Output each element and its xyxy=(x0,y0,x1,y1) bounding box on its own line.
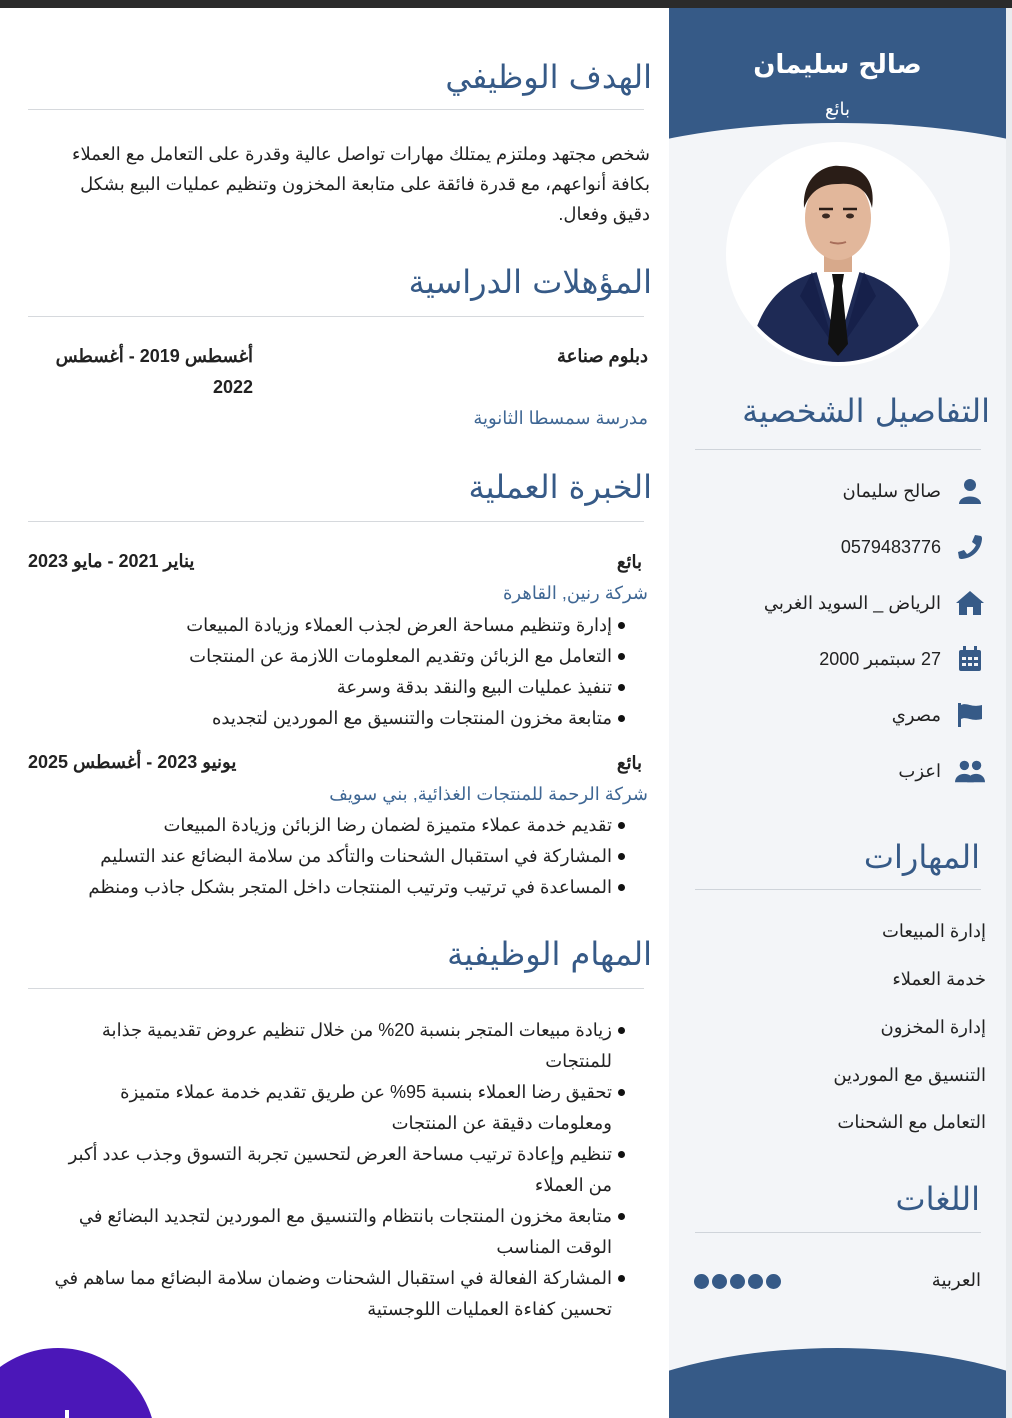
list-item: تحقيق رضا العملاء بنسبة 95% عن طريق تقديم خدمة عملاء متميزة ومعلومات دقيقة عن المنتجات xyxy=(53,1077,648,1139)
level-dot xyxy=(694,1274,709,1289)
level-dot xyxy=(748,1274,763,1289)
detail-text: مصري xyxy=(891,704,941,725)
portrait-illustration xyxy=(730,146,946,362)
list-item: متابعة مخزون المنتجات بانتظام والتنسيق مع الموردين لتجديد البضائع في الوقت المناسب xyxy=(53,1201,648,1263)
detail-address xyxy=(689,588,985,618)
profile-role: بائع xyxy=(824,99,851,120)
detail-birthdate xyxy=(689,644,985,674)
divider xyxy=(695,449,981,450)
skill-item: التنسيق مع الموردين xyxy=(833,1065,986,1085)
detail-text: اعزب xyxy=(898,760,941,781)
list-item: إدارة وتنظيم مساحة العرض لجذب العملاء وزيادة المبيعات xyxy=(48,610,648,641)
divider xyxy=(28,109,644,110)
level-dot xyxy=(766,1274,781,1289)
degree-title: دبلوم صناعة xyxy=(556,346,648,366)
company-name: شركة رنين, القاهرة xyxy=(502,583,648,603)
list-item: زيادة مبيعات المتجر بنسبة 20% من خلال تنظيم عروض تقديمية جذابة للمنتجات xyxy=(53,1015,648,1077)
detail-name xyxy=(689,476,985,506)
list-item: التعامل مع الزبائن وتقديم المعلومات اللازمة عن المنتجات xyxy=(48,641,648,672)
skill-item: إدارة المبيعات xyxy=(881,921,986,941)
list-item: المشاركة الفعالة في استقبال الشحنات وضمان سلامة البضائع مما ساهم في تحسين كفاءة العمليات اللوجستية xyxy=(53,1263,648,1325)
floating-action-button[interactable] xyxy=(0,1348,156,1418)
list-item: متابعة مخزون المنتجات والتنسيق مع الموردين لتجديده xyxy=(48,703,648,734)
level-dot xyxy=(712,1274,727,1289)
list-item: تنظيم وإعادة ترتيب مساحة العرض لتحسين تجربة التسوق وجذب عدد أكبر من العملاء xyxy=(53,1139,648,1201)
job-date: يونيو 2023 - أغسطس 2025 xyxy=(28,752,237,772)
list-item: المشاركة في استقبال الشحنات والتأكد من سلامة البضائع عند التسليم xyxy=(48,841,648,872)
level-dot xyxy=(730,1274,745,1289)
tasks-list xyxy=(53,1015,648,1325)
languages-heading: اللغات xyxy=(895,1180,980,1218)
job-duties-list xyxy=(48,610,648,734)
list-item: تقديم خدمة عملاء متميزة لضمان رضا الزبائن وزيادة المبيعات xyxy=(48,810,648,841)
education-date: أغسطس 2019 - أغسطس 2022 xyxy=(55,346,253,397)
language-level xyxy=(694,1274,781,1289)
divider xyxy=(28,316,644,317)
list-item: تنفيذ عمليات البيع والنقد بدقة وسرعة xyxy=(48,672,648,703)
divider xyxy=(695,1232,981,1233)
school-name: مدرسة سمسطا الثانوية xyxy=(473,408,648,428)
tasks-heading: المهام الوظيفية xyxy=(447,935,652,973)
skill-item: التعامل مع الشحنات xyxy=(837,1112,986,1132)
profile-photo xyxy=(726,142,950,366)
detail-text: الرياض _ السويد الغربي xyxy=(763,592,941,613)
detail-text: صالح سليمان xyxy=(842,480,941,501)
divider xyxy=(695,889,981,890)
person-icon xyxy=(955,476,985,506)
home-icon xyxy=(955,588,985,618)
detail-phone xyxy=(689,532,985,562)
divider xyxy=(28,988,644,989)
detail-text: 27 سبتمبر 2000 xyxy=(819,648,941,669)
education-heading: المؤهلات الدراسية xyxy=(408,263,652,301)
experience-heading: الخبرة العملية xyxy=(468,468,652,506)
skill-item: إدارة المخزون xyxy=(880,1017,986,1037)
sidebar-footer-curve xyxy=(669,1348,1006,1418)
language-item xyxy=(689,1270,981,1296)
sidebar xyxy=(669,8,1006,1418)
button-glyph-icon xyxy=(65,1410,69,1418)
list-item: المساعدة في ترتيب وترتيب المنتجات داخل المتجر بشكل جاذب ومنظم xyxy=(48,872,648,903)
people-icon xyxy=(955,756,985,786)
calendar-icon xyxy=(955,644,985,674)
objective-heading: الهدف الوظيفي xyxy=(445,58,652,96)
page-edge xyxy=(1006,8,1012,1418)
company-name: شركة الرحمة للمنتجات الغذائية, بني سويف xyxy=(329,784,648,804)
objective-text: شخص مجتهد وملتزم يمتلك مهارات تواصل عالية وقدرة على التعامل مع العملاء بكافة أنواعهم، مع قدرة فائقة على متابعة المخزون وتنظيم عمليات البيع بشكل دقيق وفعال. xyxy=(72,144,650,224)
detail-text: 0579483776 xyxy=(840,536,941,557)
flag-icon xyxy=(955,700,985,730)
profile-name: صالح سليمان xyxy=(753,50,922,80)
job-title: بائع xyxy=(616,753,642,773)
job-title: بائع xyxy=(616,552,642,572)
detail-marital-status xyxy=(689,756,985,786)
top-bar xyxy=(0,0,1012,8)
job-date: يناير 2021 - مايو 2023 xyxy=(28,551,195,571)
language-name: العربية xyxy=(931,1270,981,1290)
skill-item: خدمة العملاء xyxy=(892,969,986,989)
detail-nationality xyxy=(689,700,985,730)
job-duties-list xyxy=(48,810,648,903)
divider xyxy=(28,521,644,522)
skills-heading: المهارات xyxy=(863,838,980,876)
personal-details-heading: التفاصيل الشخصية xyxy=(742,392,990,430)
phone-icon xyxy=(955,532,985,562)
